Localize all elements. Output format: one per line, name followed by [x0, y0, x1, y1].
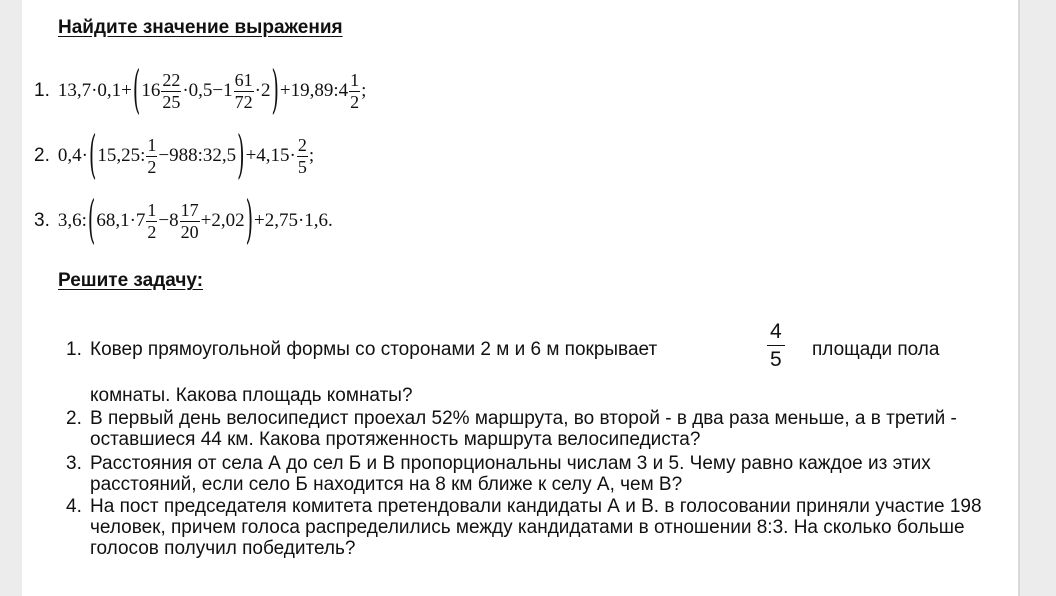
expression-text: 3,6: [57, 210, 87, 231]
expression-1 [34, 62, 366, 120]
expression-number: 2. [34, 145, 50, 166]
expression-text: ·0,5−1 [182, 80, 233, 101]
task-number: 2. [66, 408, 82, 429]
expression-text: . [328, 210, 333, 231]
left-paren: ( [87, 191, 96, 251]
fraction [234, 71, 254, 112]
denominator: 25 [162, 91, 181, 112]
task-number: 1. [66, 339, 82, 360]
fraction [161, 71, 181, 112]
left-paren: ( [88, 126, 97, 186]
expression-text: +2,75·1,6 [254, 210, 329, 231]
numerator: 2 [297, 134, 307, 155]
denominator: 2 [147, 221, 157, 242]
denominator: 72 [234, 91, 253, 112]
right-paren: ) [237, 126, 245, 186]
denominator: 5 [770, 348, 782, 372]
task-item-4 [66, 496, 1006, 559]
section-heading-expressions: Найдите значение выражения [58, 17, 343, 38]
right-paren: ) [245, 191, 253, 251]
denominator: 20 [180, 221, 199, 242]
expression-text: 13,7·0,1+ [57, 80, 132, 101]
expression-3 [34, 192, 333, 250]
task-text: На пост председателя комитета претендовали кандидаты А и В. в голосовании приняли участие 198 человек, причем голоса распределились между кандидатами в отношении 8:3. На сколько больше голосов получил победитель? [90, 496, 982, 559]
expression-text: −988:32,5 [158, 145, 237, 166]
denominator: 5 [297, 156, 307, 177]
expression-text: −8 [158, 210, 179, 231]
page-edge-divider [1018, 0, 1020, 596]
fraction [146, 201, 157, 242]
fraction [349, 71, 360, 112]
numerator: 17 [180, 199, 199, 220]
expression-text: ; [308, 145, 315, 166]
task-text: В первый день велосипедист проехал 52% маршрута, во второй - в два раза меньше, а в третий - оставшиеся 44 км. Какова протяженность маршрута велосипедиста? [90, 408, 957, 450]
numerator: 4 [767, 318, 785, 346]
numerator: 61 [234, 69, 253, 90]
numerator: 1 [147, 134, 157, 155]
numerator: 22 [162, 69, 181, 90]
expression-text: 0,4· [57, 145, 88, 166]
left-paren: ( [132, 61, 141, 121]
expression-text: +19,89:4 [279, 80, 349, 101]
task-number: 4. [66, 496, 82, 517]
expression-2 [34, 127, 314, 185]
task-text-continuation [812, 339, 1002, 360]
expression-number: 1. [34, 80, 50, 101]
expression-text: ; [361, 80, 367, 101]
document-page [22, 0, 1018, 596]
task-text-part: площади пола [812, 339, 940, 360]
denominator: 2 [350, 91, 360, 112]
expression-text: 16 [141, 80, 161, 101]
task-text-part: Ковер прямоугольной формы со сторонами 2 м и 6 м покрывает [90, 339, 658, 360]
task-item-2 [66, 408, 1006, 450]
numerator: 1 [147, 199, 157, 220]
fraction [297, 136, 308, 177]
expression-text: +4,15· [245, 145, 296, 166]
numerator: 1 [350, 69, 360, 90]
task-fraction [767, 318, 785, 374]
section-heading-tasks: Решите задачу: [58, 270, 204, 291]
fraction [180, 201, 200, 242]
task-text-continuation [90, 385, 990, 406]
task-number: 3. [66, 453, 82, 474]
expression-number: 3. [34, 210, 50, 231]
right-paren: ) [271, 61, 279, 121]
fraction [146, 136, 157, 177]
task-item-3 [66, 453, 1006, 495]
task-text-part: комнаты. Какова площадь комнаты? [90, 385, 413, 406]
expression-text: 68,1·7 [96, 210, 146, 231]
expression-text: 15,25: [97, 145, 146, 166]
expression-text: +2,02 [200, 210, 245, 231]
task-text: Расстояния от села А до сел Б и В пропорциональны числам 3 и 5. Чему равно каждое из этих расстояний, если село Б находится на 8 км ближе к селу А, чем В? [90, 453, 931, 495]
denominator: 2 [147, 156, 157, 177]
expression-text: ·2 [254, 80, 271, 101]
